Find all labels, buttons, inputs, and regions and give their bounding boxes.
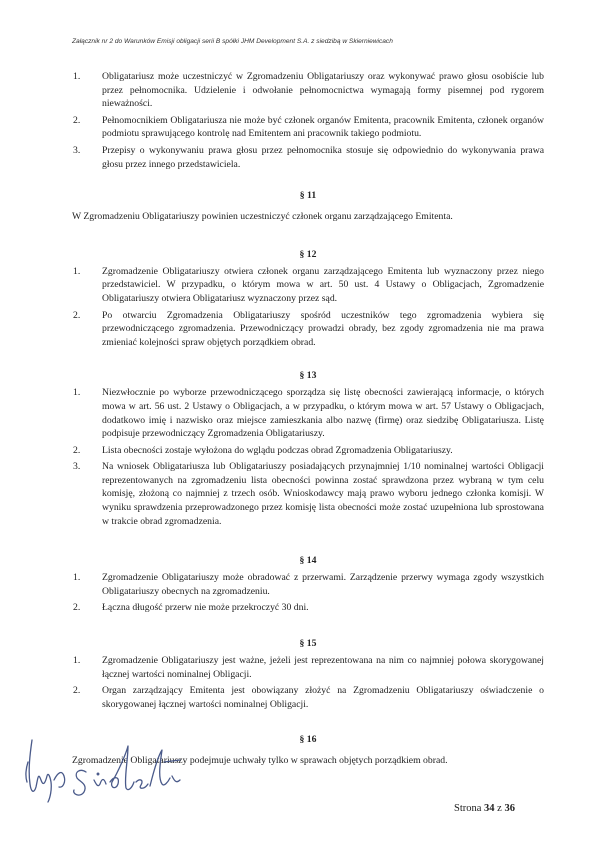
- page-separator: z: [497, 803, 502, 814]
- list-item: [72, 460, 544, 528]
- total-pages: 36: [504, 803, 515, 814]
- item-text: Na wniosek Obligatariusza lub Obligatariuszy posiadających przynajmniej 1/10 nominalnej wartości Obligacji reprezentowanych na zgromadzeniu lista obecności powinna zostać sprawdzona przez wybraną w tym celu komisję, złożoną co najmniej z trzech osób. Wnioskodawcy mają prawo wyboru jednego członka komisji. W wyniku sprawdzenia przeprowadzonego przez komisję lista obecności może zostać uzupełniona lub sprostowana w trakcie obrad zgromadzenia.: [102, 461, 544, 527]
- section-11-text: W Zgromadzeniu Obligatariuszy powinien uczestniczyć członek organu zarządzającego Emitenta.: [72, 211, 453, 223]
- list-item: [72, 144, 544, 171]
- item-text: Łączna długość przerw nie może przekroczyć 30 dni.: [102, 602, 309, 614]
- item-number: 2.: [73, 114, 81, 126]
- item-number: 2.: [73, 602, 81, 614]
- handwritten-signature: [14, 732, 189, 806]
- item-number: 3.: [73, 144, 81, 156]
- item-text: Lista obecności zostaje wyłożona do wglądu podczas obrad Zgromadzenia Obligatariuszy.: [102, 444, 453, 456]
- section-14-list: [72, 571, 544, 615]
- list-item: [72, 601, 544, 615]
- item-number: 1.: [73, 655, 81, 667]
- section-13-list: [72, 386, 544, 528]
- document-body: [72, 70, 544, 768]
- item-text: Zgromadzenie Obligatariuszy otwiera członek organu zarządzającego Emitenta lub wyznaczony przez niego przedstawiciel. W przypadku, o którym mowa w art. 50 ust. 4 Ustawy o Obligacjach, Zgromadzenie Obligatariuszy otwiera Obligatariusz wyznaczony przez sąd.: [102, 265, 544, 304]
- page-header: Załącznik nr 2 do Warunków Emisji obligacji serii B spółki JHM Development S.A. z siedzibą w Skierniewicach: [72, 38, 393, 45]
- item-text: Organ zarządzający Emitenta jest obowiązany złożyć na Zgromadzeniu Obligatariuszy oświadczenie o skorygowanej łącznej wartości nominalnej Obligacji.: [102, 685, 544, 710]
- section-11-heading: § 11: [299, 190, 317, 202]
- item-number: 2.: [73, 309, 81, 321]
- current-page: 34: [484, 803, 495, 814]
- list-item: [72, 265, 544, 306]
- top-list: [72, 70, 544, 171]
- item-number: 1.: [73, 71, 81, 82]
- item-number: 1.: [73, 572, 81, 584]
- list-item: [72, 386, 544, 440]
- item-text: Przepisy o wykonywaniu prawa głosu przez pełnomocnika stosuje się odpowiednio do wykonywania prawa głosu przez innego przedstawiciela.: [102, 144, 544, 170]
- list-item: [72, 309, 544, 350]
- list-item: [72, 571, 544, 598]
- item-number: 1.: [73, 387, 81, 399]
- item-number: 3.: [73, 461, 81, 473]
- item-number: 2.: [73, 444, 81, 456]
- section-13-heading: § 13: [299, 370, 317, 382]
- list-item: [72, 70, 544, 111]
- item-text: Niezwłocznie po wyborze przewodniczącego sporządza się listę obecności zawierającą informacje, o których mowa w art. 56 ust. 2 Ustawy o Obligacjach, a w przypadku, o którym mowa w art. 57 Ustawy o Obligacjach, dodatkowo imię i nazwisko oraz miejsce zamieszkania albo nazwę (firmę) oraz siedzibę Obligatariusza. Listę podpisuje przewodniczący Zgromadzenia Obligatariuszy.: [102, 387, 544, 440]
- item-text: Obligatariusz może uczestniczyć w Zgromadzeniu Obligatariuszy oraz wykonywać prawo głosu osobiście lub przez pełnomocnika. Udzielenie i odwołanie pełnomocnictwa wymagają formy pisemnej pod rygorem nieważności.: [102, 71, 544, 110]
- item-text: Pełnomocnikiem Obligatariusza nie może być członek organów Emitenta, pracownik Emitenta, członek organów podmiotu sprawującego kontrolę nad Emitentem ani pracownik takiego podmiotu.: [102, 114, 544, 140]
- list-item: [72, 114, 544, 141]
- section-15-heading: § 15: [299, 638, 317, 650]
- section-15-list: [72, 654, 544, 711]
- section-14-heading: § 14: [299, 555, 317, 567]
- section-12-heading: § 12: [299, 248, 317, 260]
- item-text: Zgromadzenie Obligatariuszy może obradować z przerwami. Zarządzenie przerwy wymaga zgody wszystkich Obligatariuszy obecnych na zgromadzeniu.: [102, 572, 544, 597]
- page-label: Strona: [454, 803, 482, 814]
- section-16-text: Zgromadzenie Obligatariuszy podejmuje uchwały tylko w sprawach objętych porządkiem obrad.: [72, 755, 448, 767]
- section-16-heading: § 16: [299, 734, 317, 746]
- section-12-list: [72, 265, 544, 350]
- item-number: 2.: [73, 685, 81, 697]
- list-item: [72, 684, 544, 711]
- item-text: Zgromadzenie Obligatariuszy jest ważne, jeżeli jest reprezentowana na nim co najmniej połowa skorygowanej łącznej wartości nominalnej Obligacji.: [102, 655, 544, 680]
- item-text: Po otwarciu Zgromadzenia Obligatariuszy spośród uczestników tego zgromadzenia wybiera się przewodniczącego zgromadzenia. Przewodniczący prowadzi obrady, bez zgody zgromadzenia nie ma prawa zmieniać kolejności spraw objętych porządkiem obrad.: [102, 309, 544, 348]
- page-number: [454, 803, 515, 814]
- list-item: [72, 444, 544, 458]
- list-item: [72, 654, 544, 681]
- item-number: 1.: [73, 265, 81, 277]
